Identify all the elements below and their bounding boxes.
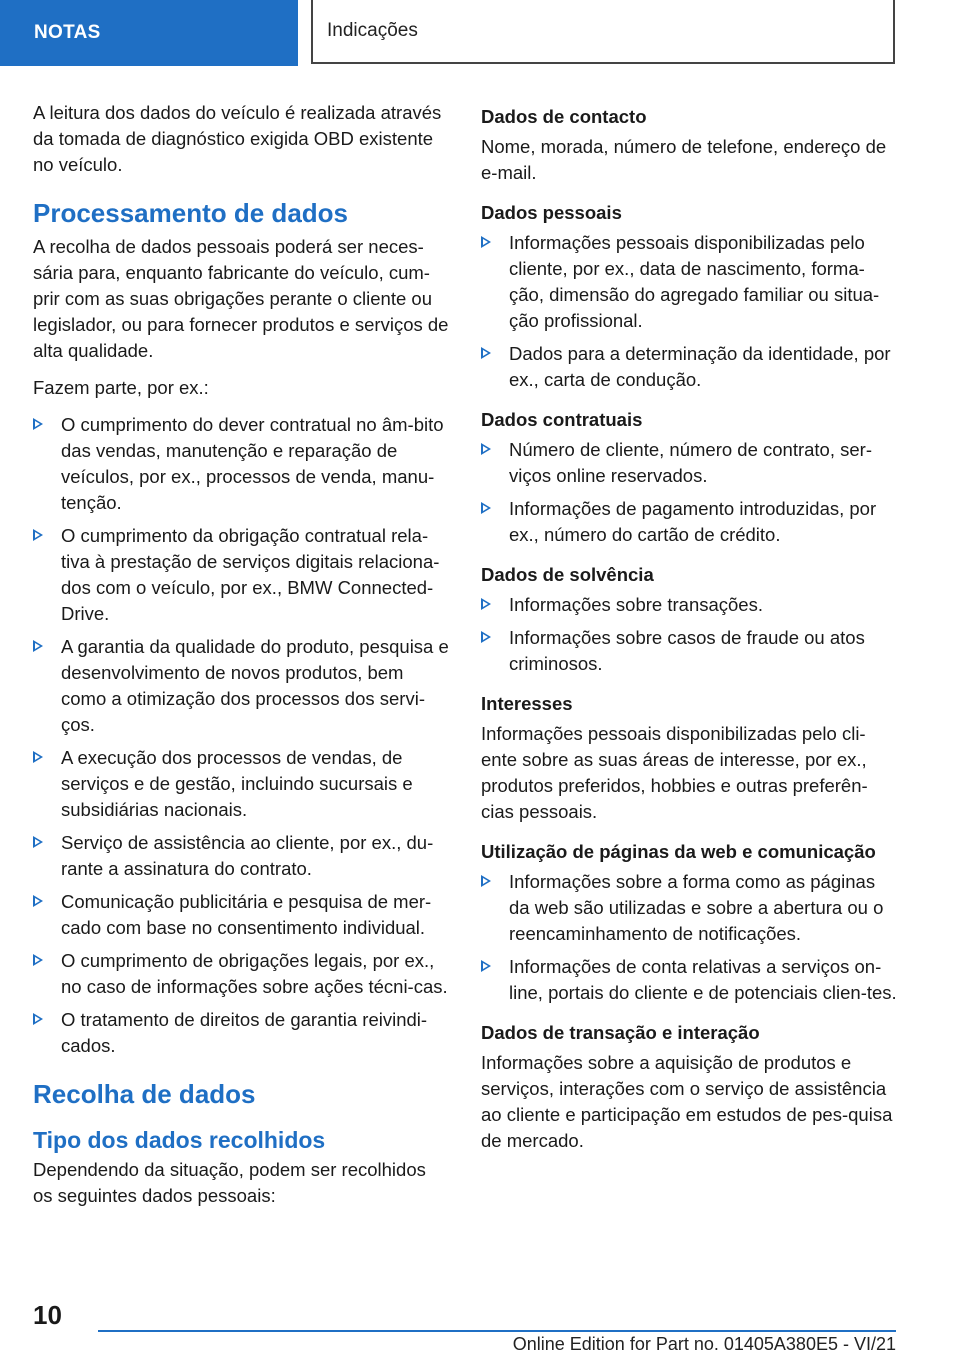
list-item-text: Informações sobre transações. xyxy=(509,594,763,615)
heading-contacto: Dados de contacto xyxy=(481,106,647,127)
footer-divider xyxy=(98,1330,896,1332)
list-item xyxy=(33,523,449,627)
triangle-bullet-icon xyxy=(33,640,43,652)
triangle-bullet-icon xyxy=(481,443,491,455)
list-item xyxy=(33,948,449,1000)
triangle-bullet-icon xyxy=(481,875,491,887)
pessoais-list xyxy=(481,230,897,393)
triangle-bullet-icon xyxy=(33,529,43,541)
transacao-paragraph: Informações sobre a aquisição de produtos e serviços, interações com o serviço de assistência ao cliente e participação em estudos de pes-quisa de mercado. xyxy=(481,1052,893,1151)
heading-contratuais: Dados contratuais xyxy=(481,409,643,430)
triangle-bullet-icon xyxy=(33,836,43,848)
processamento-list xyxy=(33,412,449,1059)
list-item xyxy=(33,412,449,516)
right-column xyxy=(481,100,897,1165)
triangle-bullet-icon xyxy=(481,502,491,514)
processamento-paragraph: A recolha de dados pessoais poderá ser neces-sária para, enquanto fabricante do veículo, cum-prir com as suas obrigações perante o cliente ou legislador, ou para fornecer produtos e serviços de alta qualidade. xyxy=(33,236,449,361)
list-item-text: Informações sobre casos de fraude ou atos criminosos. xyxy=(509,627,865,674)
list-item-text: Número de cliente, número de contrato, ser-viços online reservados. xyxy=(509,439,872,486)
list-item-text: A execução dos processos de vendas, de serviços e de gestão, incluindo sucursais e subsidiárias nacionais. xyxy=(61,747,413,820)
triangle-bullet-icon xyxy=(33,1013,43,1025)
solvencia-list xyxy=(481,592,897,677)
heading-transacao: Dados de transação e interação xyxy=(481,1022,760,1043)
triangle-bullet-icon xyxy=(33,895,43,907)
triangle-bullet-icon xyxy=(33,954,43,966)
triangle-bullet-icon xyxy=(481,960,491,972)
triangle-bullet-icon xyxy=(481,236,491,248)
triangle-bullet-icon xyxy=(481,631,491,643)
list-item xyxy=(481,625,897,677)
list-item xyxy=(33,830,449,882)
list-item-text: O cumprimento da obrigação contratual rela-tiva à prestação de serviços digitais relaciona-dos com o veículo, por ex., BMW Connected-Drive. xyxy=(61,525,440,624)
list-item-text: O tratamento de direitos de garantia reivindi-cados. xyxy=(61,1009,428,1056)
heading-processamento: Processamento de dados xyxy=(33,198,348,228)
list-item-text: Serviço de assistência ao cliente, por ex., du-rante a assinatura do contrato. xyxy=(61,832,434,879)
list-item xyxy=(481,954,897,1006)
heading-interesses: Interesses xyxy=(481,693,573,714)
triangle-bullet-icon xyxy=(33,418,43,430)
left-column xyxy=(33,100,449,1220)
contratuais-list xyxy=(481,437,897,548)
triangle-bullet-icon xyxy=(33,751,43,763)
contacto-paragraph: Nome, morada, número de telefone, endereço de e-mail. xyxy=(481,136,887,183)
fazem-parte-paragraph: Fazem parte, por ex.: xyxy=(33,377,209,398)
triangle-bullet-icon xyxy=(481,347,491,359)
section-tab-indicacoes: Indicações xyxy=(311,0,895,64)
interesses-paragraph: Informações pessoais disponibilizadas pelo cli-ente sobre as suas áreas de interesse, por ex., produtos preferidos, hobbies e outras preferên-cias pessoais. xyxy=(481,723,868,822)
list-item-text: A garantia da qualidade do produto, pesquisa e desenvolvimento de novos produtos, bem como a otimização dos processos dos servi-ços. xyxy=(61,636,449,735)
list-item xyxy=(481,437,897,489)
triangle-bullet-icon xyxy=(481,598,491,610)
footer-edition: Online Edition for Part no. 01405A380E5 - VI/21 xyxy=(512,1334,896,1354)
list-item xyxy=(481,592,897,618)
list-item xyxy=(481,230,897,334)
list-item-text: Comunicação publicitária e pesquisa de mer-cado com base no consentimento individual. xyxy=(61,891,432,938)
page-number: 10 xyxy=(33,1300,62,1330)
list-item xyxy=(33,634,449,738)
list-item-text: O cumprimento de obrigações legais, por ex., no caso de informações sobre ações técni-cas. xyxy=(61,950,448,997)
list-item-text: Informações sobre a forma como as páginas da web são utilizadas e sobre a abertura ou o reencaminhamento de notificações. xyxy=(509,871,884,944)
list-item-text: O cumprimento do dever contratual no âm-bito das vendas, manutenção e reparação de veículos, por ex., processos de venda, manu-tenção. xyxy=(61,414,444,513)
utilizacao-list xyxy=(481,869,897,1006)
list-item xyxy=(481,869,897,947)
page-header xyxy=(0,0,960,66)
heading-utilizacao: Utilização de páginas da web e comunicação xyxy=(481,841,876,862)
heading-pessoais: Dados pessoais xyxy=(481,202,622,223)
list-item-text: Informações de conta relativas a serviços on-line, portais do cliente e de potenciais clien-tes. xyxy=(509,956,897,1003)
heading-tipo-dados: Tipo dos dados recolhidos xyxy=(33,1127,326,1153)
list-item-text: Dados para a determinação da identidade, por ex., carta de condução. xyxy=(509,343,891,390)
intro-paragraph: A leitura dos dados do veículo é realizada através da tomada de diagnóstico exigida OBD existente no veículo. xyxy=(33,102,442,175)
section-tab-notas: NOTAS xyxy=(0,0,298,66)
list-item-text: Informações pessoais disponibilizadas pelo cliente, por ex., data de nascimento, forma-ção, dimensão do agregado familiar ou situa-ção profissional. xyxy=(509,232,880,331)
heading-solvencia: Dados de solvência xyxy=(481,564,654,585)
list-item xyxy=(481,496,897,548)
list-item xyxy=(33,1007,449,1059)
list-item xyxy=(481,341,897,393)
heading-recolha: Recolha de dados xyxy=(33,1079,256,1109)
list-item xyxy=(33,745,449,823)
list-item-text: Informações de pagamento introduzidas, por ex., número do cartão de crédito. xyxy=(509,498,877,545)
tipo-dados-paragraph: Dependendo da situação, podem ser recolhidos os seguintes dados pessoais: xyxy=(33,1159,426,1206)
list-item xyxy=(33,889,449,941)
